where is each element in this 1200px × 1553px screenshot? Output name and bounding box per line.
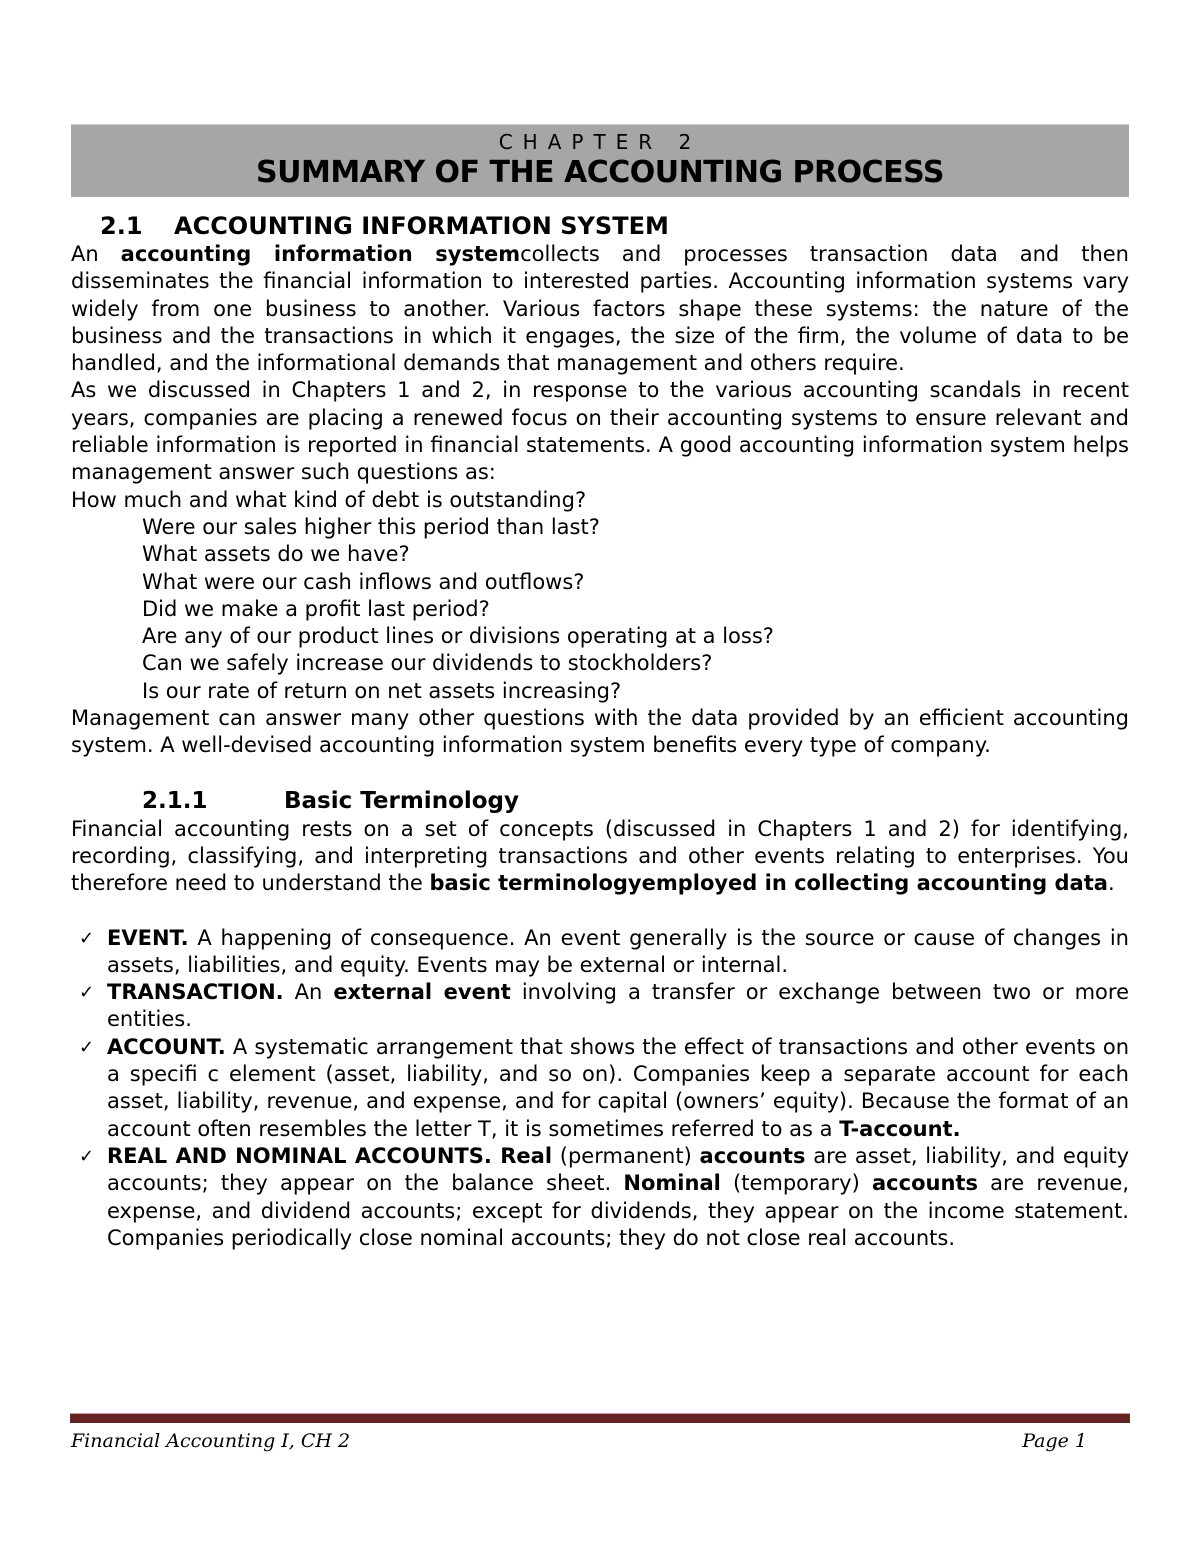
- term-real-nominal-accounts: [71, 1143, 1129, 1252]
- checkmark-icon: ✓: [79, 1145, 95, 1167]
- bold-term: Nominal: [623, 1171, 721, 1196]
- section-number: 2.1: [100, 212, 143, 240]
- paragraph-ais-definition: [71, 241, 1129, 377]
- terminology-list: [71, 925, 1129, 1253]
- section-number: 2.1.1: [142, 787, 208, 814]
- footer-course-title: Financial Accounting I, CH 2: [71, 1430, 351, 1452]
- term-account: [71, 1034, 1129, 1143]
- term-label: TRANSACTION.: [107, 980, 284, 1005]
- term-label: REAL AND NOMINAL ACCOUNTS.: [107, 1143, 492, 1168]
- checkmark-icon: ✓: [79, 927, 95, 949]
- question-item: How much and what kind of debt is outstanding?: [71, 487, 587, 512]
- paragraph-terminology-intro: [71, 816, 1129, 898]
- text: .: [1107, 871, 1115, 896]
- term-definition: A happening of consequence. An event generally is the source or cause of changes in assets, liabilities, and equity. Events may be external or internal.: [107, 925, 1129, 977]
- text: Financial accounting rests on a set of concepts (discussed in Chapters 1 and 2) for identifying, recording, classifying, and interpreting transactions and other events relating to enterprises. You therefore need to understand the: [71, 816, 1129, 896]
- document-page: [71, 124, 1129, 1252]
- term-definition: (permanent): [552, 1143, 700, 1168]
- bold-term: external event: [333, 980, 511, 1005]
- question-item: What were our cash inflows and outflows?: [142, 569, 585, 594]
- checkmark-icon: ✓: [79, 1036, 95, 1058]
- term-definition: (temporary): [720, 1171, 873, 1196]
- chapter-banner: [71, 124, 1129, 197]
- checkmark-icon: ✓: [79, 982, 95, 1004]
- term-definition: are revenue, expense, and dividend accounts; except for dividends, they appear on the income statement. Companies periodically close nominal accounts; they do not close real accounts.: [107, 1171, 1130, 1250]
- text: collects and processes transaction data and then disseminates the financial information to interested parties. Accounting information systems vary widely from one business to another. Various factors shape these systems: the nature of the business and the transactions in which it engages, the size of the firm, the volume of data to be handled, and the informational demands that management and others require.: [71, 242, 1129, 376]
- question-item: What assets do we have?: [142, 542, 410, 567]
- page-footer: [71, 1430, 1087, 1452]
- term-transaction: [71, 979, 1129, 1034]
- footer-rule: [70, 1413, 1130, 1423]
- paragraph-ais-benefits: Management can answer many other questions with the data provided by an efficient accounting system. A well-devised accounting information system benefits every type of company.: [71, 706, 1129, 758]
- chapter-title: SUMMARY OF THE ACCOUNTING PROCESS: [256, 155, 944, 190]
- term-definition: A systematic arrangement that shows the effect of transactions and other events on a specifi c element (asset, liability, and so on). Companies keep a separate account for each asset, liability, revenue, and expense, and for capital (owners’ equity). Because the format of an account often resembles the letter T, it is sometimes referred to as a: [107, 1034, 1129, 1141]
- section-title: Basic Terminology: [284, 787, 520, 814]
- paragraph-ais-focus: As we discussed in Chapters 1 and 2, in response to the various accounting scandals in recent years, companies are placing a renewed focus on their accounting systems to ensure relevant and reliable information is reported in financial statements. A good accounting information system helps management answer such questions as:: [71, 378, 1129, 485]
- bold-term: accounting information system: [120, 242, 521, 266]
- term-definition: An: [283, 980, 334, 1005]
- section-heading-2-1: [71, 211, 1129, 241]
- term-label: EVENT.: [107, 925, 189, 950]
- chapter-label: CHAPTER 2: [498, 130, 702, 154]
- bold-term: accounts: [872, 1171, 978, 1196]
- bold-term: accounts: [699, 1143, 806, 1168]
- question-item: Is our rate of return on net assets increasing?: [142, 678, 622, 703]
- question-item: Did we make a profit last period?: [142, 596, 490, 621]
- term-label: ACCOUNT.: [107, 1034, 226, 1059]
- term-definition: involving a transfer or exchange between two or more entities.: [107, 980, 1129, 1032]
- bold-term: T-account.: [839, 1116, 961, 1141]
- bold-term: basic terminologyemployed in collecting accounting data: [429, 871, 1108, 896]
- bold-term: Real: [491, 1143, 553, 1168]
- question-item: Were our sales higher this period than last?: [142, 514, 600, 539]
- section-title: ACCOUNTING INFORMATION SYSTEM: [174, 212, 669, 240]
- footer-page-number: Page 1: [1022, 1430, 1087, 1452]
- question-item: Can we safely increase our dividends to stockholders?: [142, 651, 713, 676]
- question-item: Are any of our product lines or divisions operating at a loss?: [142, 624, 774, 649]
- term-event: [71, 925, 1129, 980]
- term-definition: are asset, liability, and equity accounts; they appear on the balance sheet.: [107, 1143, 1129, 1196]
- section-heading-2-1-1: [71, 786, 1129, 816]
- text: An: [71, 242, 121, 266]
